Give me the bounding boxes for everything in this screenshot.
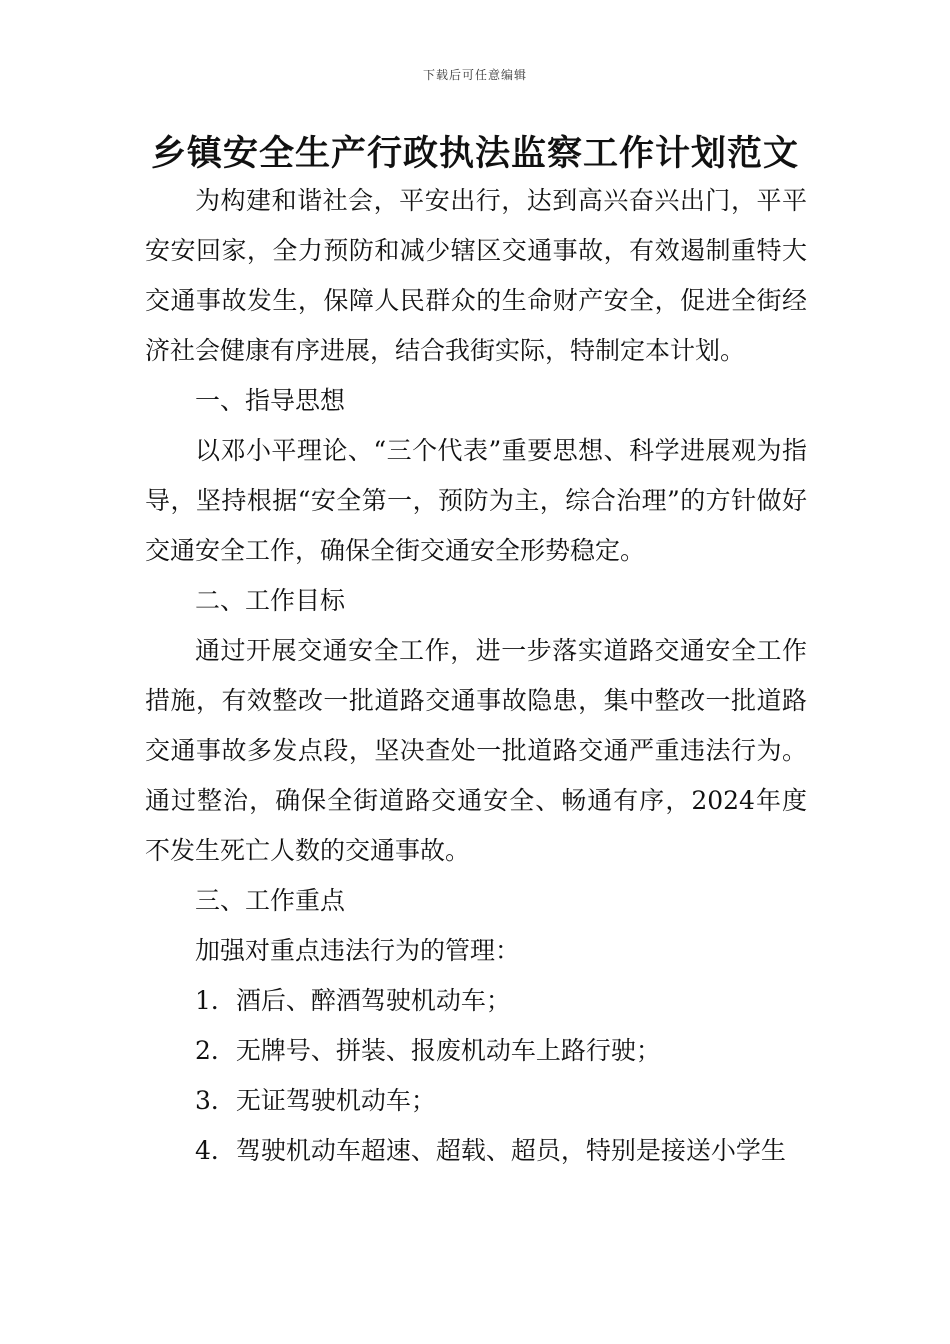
- section-heading-guiding-ideology: 一、指导思想: [195, 386, 346, 415]
- guiding-ideology-paragraph: 以邓小平理论、“三个代表”重要思想、科学进展观为指导，坚持根据“安全第一，预防为主，综合治理”的方针做好交通安全工作，确保全街交通安全形势稳定。: [145, 436, 807, 565]
- document-title: 乡镇安全生产行政执法监察工作计划范文: [150, 134, 799, 174]
- section-heading-work-goals: 二、工作目标: [195, 586, 346, 615]
- work-goals-paragraph: 通过开展交通安全工作，进一步落实道路交通安全工作措施，有效整改一批道路交通事故隐患，集中整改一批道路交通事故多发点段，坚决查处一批道路交通严重违法行为。通过整治，确保全街道路交通安全、畅通有序，2024年度不发生死亡人数的交通事故。: [145, 636, 807, 865]
- document-body: [145, 176, 807, 1176]
- section-heading-work-focus: 三、工作重点: [195, 886, 346, 915]
- header-note: 下载后可任意编辑: [422, 68, 527, 82]
- work-focus-lead: 加强对重点违法行为的管理：: [195, 936, 521, 965]
- list-item: 1．酒后、醉酒驾驶机动车；: [195, 986, 511, 1015]
- list-item: 4．驾驶机动车超速、超载、超员，特别是接送小学生: [195, 1136, 786, 1165]
- intro-paragraph: 为构建和谐社会，平安出行，达到高兴奋兴出门，平平安安回家，全力预防和减少辖区交通事故，有效遏制重特大交通事故发生，保障人民群众的生命财产安全，促进全街经济社会健康有序进展，结合我街实际，特制定本计划。: [145, 186, 807, 365]
- list-item: 3．无证驾驶机动车；: [195, 1086, 436, 1115]
- list-item: 2．无牌号、拼装、报废机动车上路行驶；: [195, 1036, 661, 1065]
